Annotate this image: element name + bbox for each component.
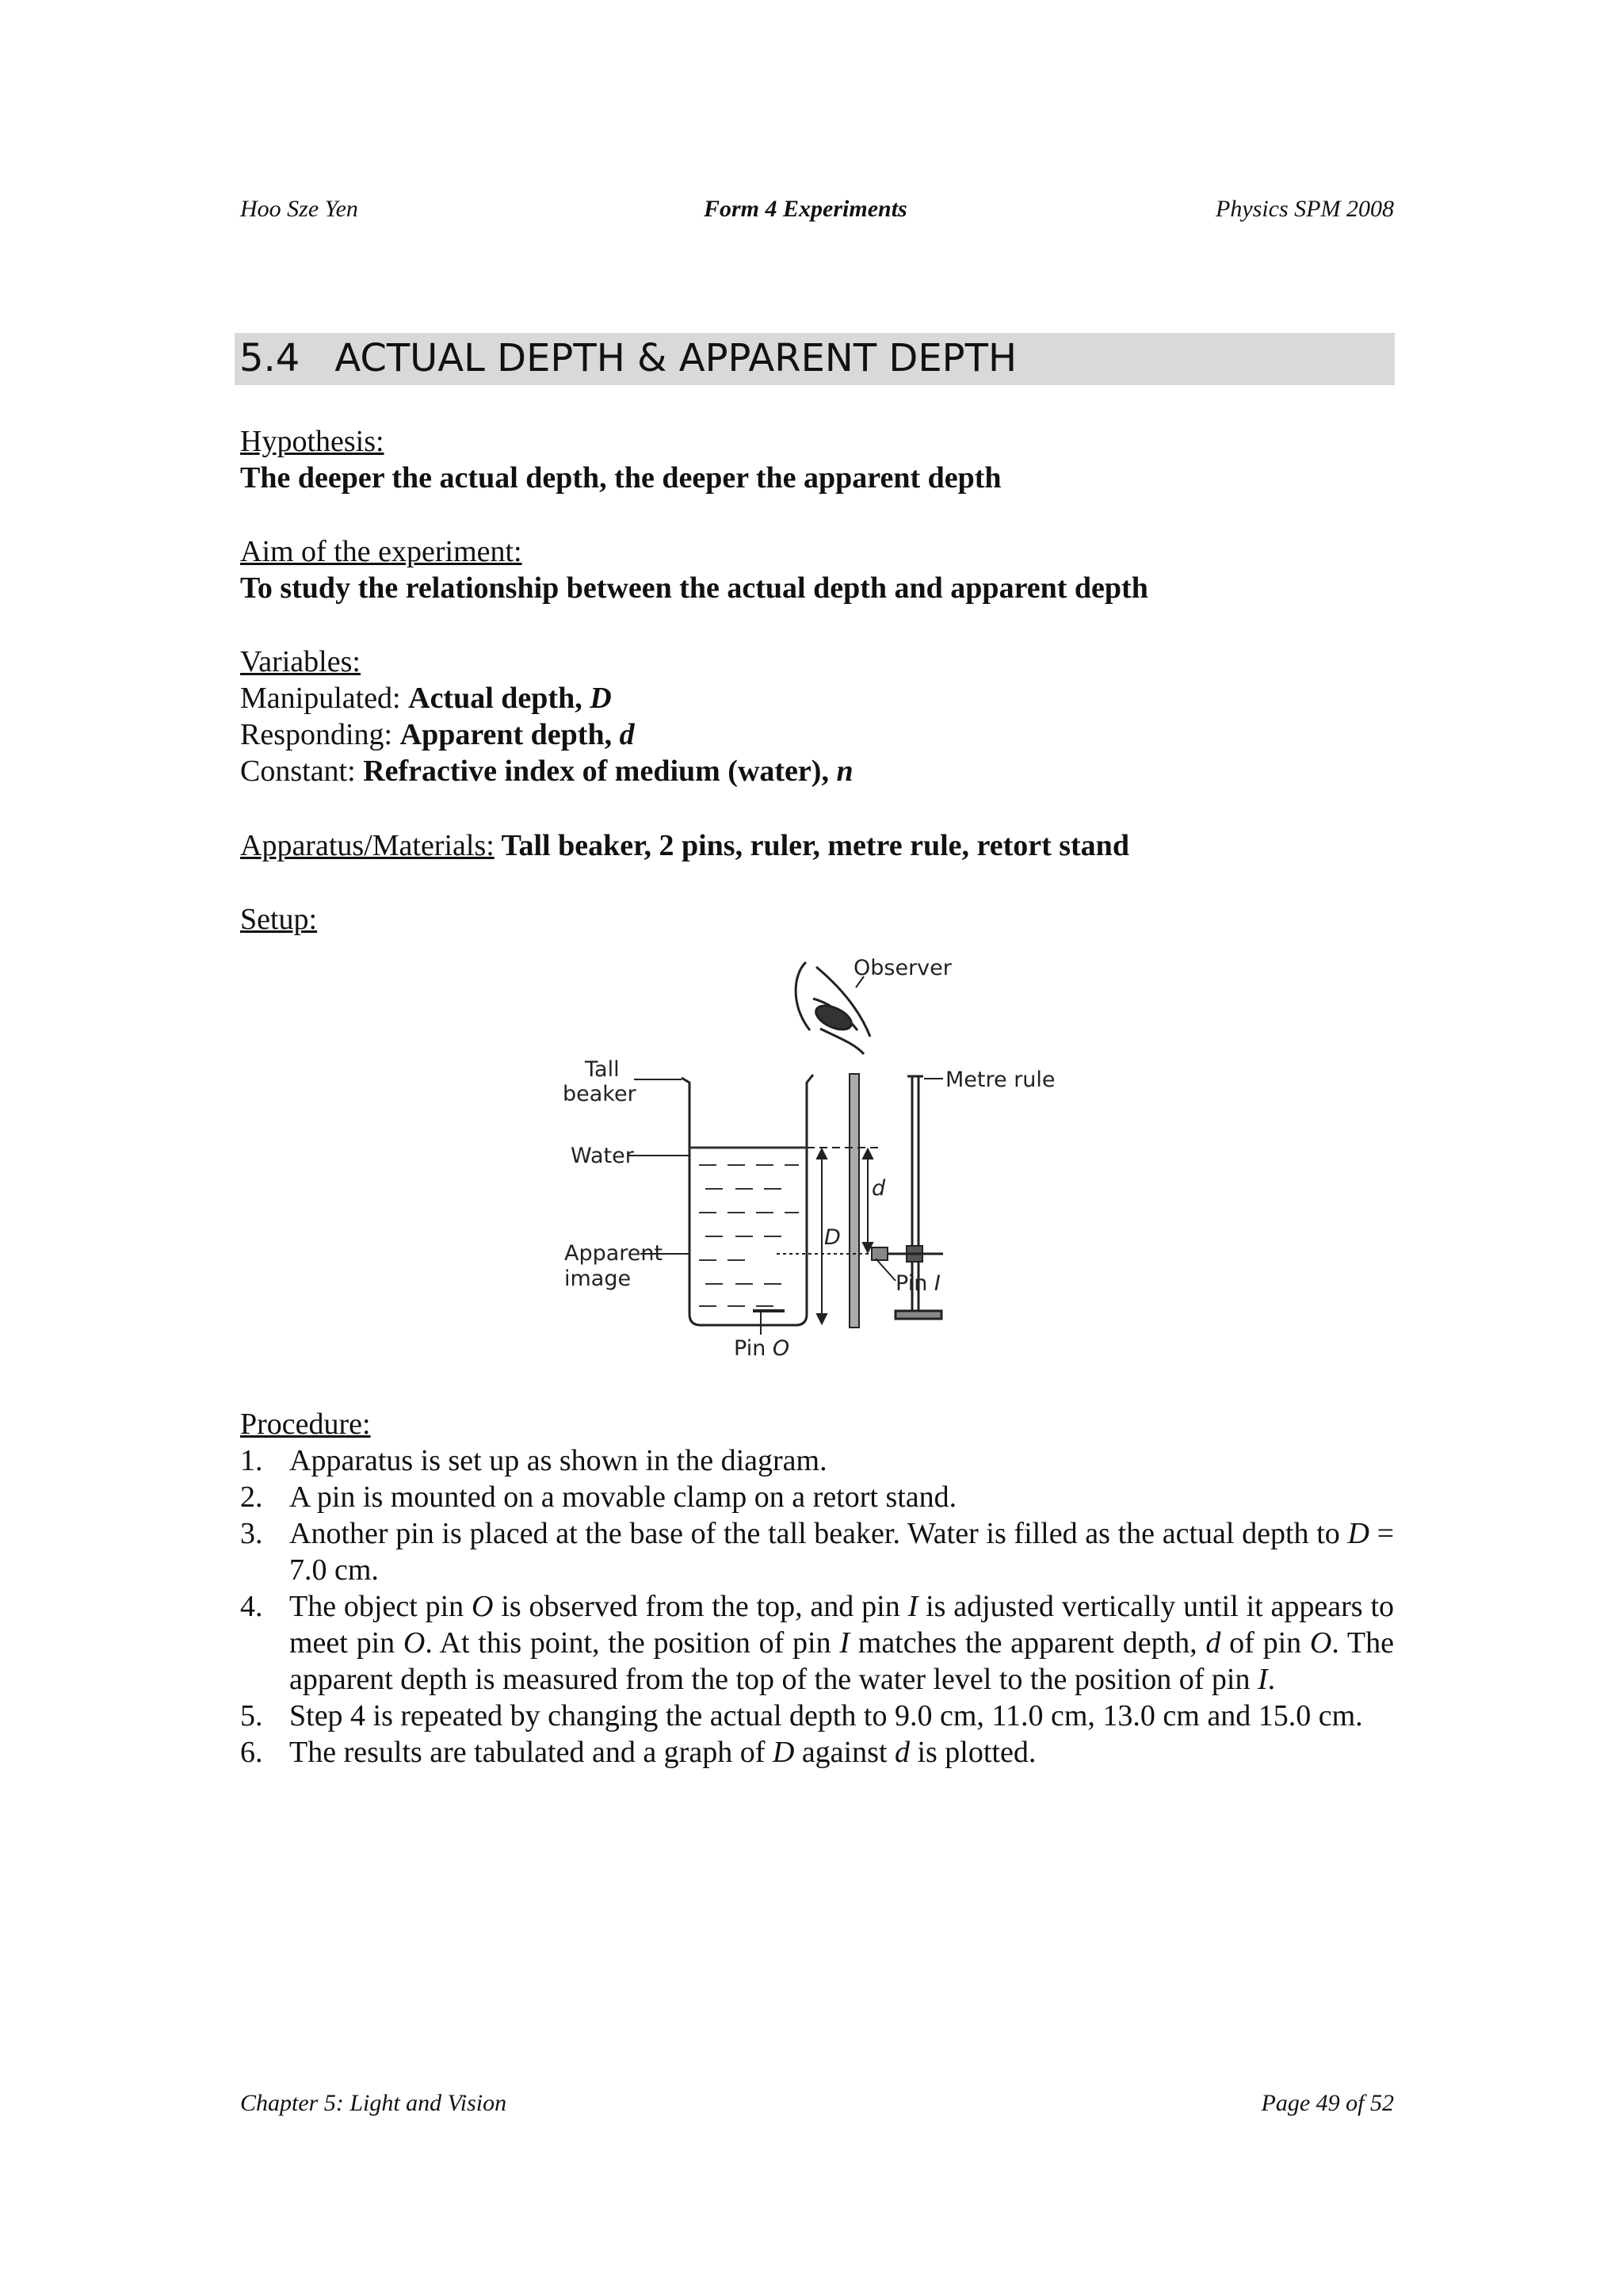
setup-label: Setup: xyxy=(240,903,318,936)
procedure-step-text: The object pin O is observed from the top, and pin I is adjusted vertically until it appears to meet pin O. At this point, the position of pin I matches the apparent depth, d of pin O. The apparent depth is measured from the top of the water level to the position of pin I. xyxy=(289,1590,1395,1696)
apparatus-text: Tall beaker, 2 pins, ruler, metre rule, retort stand xyxy=(494,829,1129,862)
procedure-step-number: 3. xyxy=(240,1517,263,1550)
apparatus-label: Apparatus/Materials: xyxy=(240,829,495,862)
label-beaker: beaker xyxy=(563,1082,636,1106)
label-D: D xyxy=(824,1225,841,1250)
footer-page: Page 49 of 52 xyxy=(1261,2090,1394,2116)
label-metre-rule: Metre rule xyxy=(945,1068,1056,1092)
procedure-step-number: 5. xyxy=(240,1699,263,1733)
variable-manipulated: Manipulated: Actual depth, D xyxy=(240,682,612,715)
procedure-step-number: 1. xyxy=(240,1444,263,1477)
water xyxy=(689,1148,807,1306)
apparent-depth-arrow xyxy=(863,1149,873,1252)
section-title: ACTUAL DEPTH & APPARENT DEPTH xyxy=(334,336,1018,380)
setup-diagram xyxy=(547,943,1070,1371)
procedure-step-text: Step 4 is repeated by changing the actual depth to 9.0 cm, 11.0 cm, 13.0 cm and 15.0 cm. xyxy=(289,1699,1363,1733)
variables-label: Variables: xyxy=(240,645,361,678)
procedure-step xyxy=(240,1698,1394,1734)
footer-chapter: Chapter 5: Light and Vision xyxy=(240,2090,507,2116)
procedure-step xyxy=(240,1442,1394,1479)
label-water: Water xyxy=(571,1144,634,1168)
aim-block xyxy=(240,533,1148,606)
label-pin-i: Pin I xyxy=(896,1271,941,1296)
header-course: Physics SPM 2008 xyxy=(1216,196,1394,222)
header-author: Hoo Sze Yen xyxy=(240,196,358,222)
variables-block xyxy=(240,644,854,789)
ruler xyxy=(850,1074,859,1328)
procedure-step xyxy=(240,1479,1394,1515)
header-title: Form 4 Experiments xyxy=(704,196,907,222)
hypothesis-block xyxy=(240,423,1002,496)
aim-label: Aim of the experiment: xyxy=(240,535,522,568)
tall-beaker xyxy=(682,1075,813,1325)
procedure-step-number: 2. xyxy=(240,1480,263,1514)
procedure-step xyxy=(240,1734,1394,1771)
procedure-step-text: A pin is mounted on a movable clamp on a retort stand. xyxy=(289,1480,957,1514)
procedure-step-number: 6. xyxy=(240,1736,263,1769)
label-observer: Observer xyxy=(854,956,952,980)
aim-text: To study the relationship between the actual depth and apparent depth xyxy=(240,571,1148,605)
label-tall: Tall xyxy=(585,1057,620,1082)
hypothesis-text: The deeper the actual depth, the deeper the apparent depth xyxy=(240,461,1002,495)
procedure-step-number: 4. xyxy=(240,1590,263,1623)
label-apparent: Apparent xyxy=(564,1241,663,1266)
procedure-step-text: The results are tabulated and a graph of D against d is plotted. xyxy=(289,1736,1037,1769)
procedure-label: Procedure: xyxy=(240,1408,371,1441)
section-number: 5.4 xyxy=(239,336,300,380)
variable-constant: Constant: Refractive index of medium (water), n xyxy=(240,755,854,788)
label-pin-o: Pin O xyxy=(734,1336,790,1361)
apparatus-line xyxy=(240,827,1129,864)
variable-responding: Responding: Apparent depth, d xyxy=(240,718,635,751)
procedure-list xyxy=(240,1442,1394,1771)
procedure-step-text: Another pin is placed at the base of the tall beaker. Water is filled as the actual depth to D = 7.0 cm. xyxy=(289,1517,1394,1587)
procedure-step xyxy=(240,1588,1394,1698)
procedure-step-text: Apparatus is set up as shown in the diagram. xyxy=(289,1444,827,1477)
label-image: image xyxy=(564,1266,632,1291)
procedure-step xyxy=(240,1515,1394,1588)
hypothesis-label: Hypothesis: xyxy=(240,425,384,458)
label-d: d xyxy=(872,1176,886,1201)
section-heading xyxy=(239,336,1017,380)
